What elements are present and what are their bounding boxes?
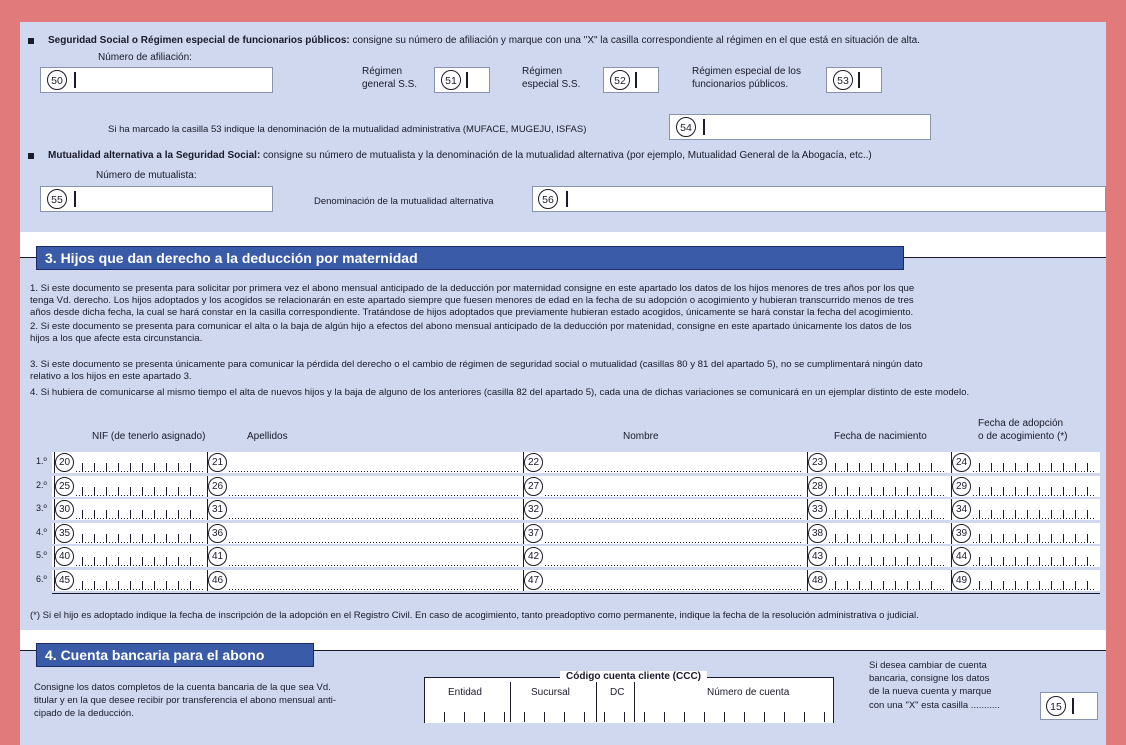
box-31-icon: 31 [208, 500, 227, 519]
digit-ticks [979, 463, 1092, 471]
cambio-cuenta-2: bancaria, consigne los datos [869, 673, 990, 684]
section-3-p1a: 1. Si este documento se presenta para solicitar por primera vez el abono mensual anticipado de la deducción por maternidad consigne en este apartado los datos de los hijos menores de tres años por los que [30, 283, 915, 294]
section-3-p2b: hijos a los que afecte esta circunstancia. [30, 333, 203, 344]
section-4-desc-3: cipado de la deducción. [34, 708, 134, 719]
digit-ticks [979, 581, 1092, 589]
box-48-icon: 48 [808, 571, 827, 590]
cell-apellidos[interactable] [207, 570, 521, 591]
digit-ticks [835, 487, 942, 495]
digit-ticks [835, 510, 942, 518]
dotted-baseline [973, 471, 1096, 472]
section-3-footnote: (*) Si el hijo es adoptado indique la fecha de inscripción de la adopción en el Registro Civil. En caso de acogimiento, tanto preadoptivo como permanente, indique la fecha de la resolución administrativa o judicial. [30, 610, 919, 621]
regimen-especial-label-2: especial S.S. [522, 79, 581, 90]
box-27-icon: 27 [524, 477, 543, 496]
dotted-baseline [829, 589, 946, 590]
dotted-baseline [973, 542, 1096, 543]
col-nacimiento-header: Fecha de nacimiento [834, 431, 927, 442]
digit-ticks [835, 557, 942, 565]
section-4-desc-2: titular y en la que desee recibir por transferencia el abono mensual anti- [34, 695, 337, 706]
digit-ticks [82, 581, 200, 589]
digit-ticks [835, 534, 942, 542]
col-nombre-header: Nombre [623, 431, 659, 442]
box-32-icon: 32 [524, 500, 543, 519]
col-adopcion-header-1: Fecha de adopción [978, 418, 1064, 429]
box-45-icon: 45 [55, 571, 74, 590]
field-cursor [466, 72, 468, 88]
cell-nombre[interactable] [523, 523, 805, 544]
section-3-p3b: relativo a los hijos en este apartado 3. [30, 371, 192, 382]
regimen-especial-label-1: Régimen [522, 66, 563, 77]
dotted-baseline [829, 542, 946, 543]
box-43-icon: 43 [808, 547, 827, 566]
section-3-p1c: años desde dicha fecha, la cual se hará constar en la casilla correspondiente. Tratándose de hijos adoptados que previamente hubieran estado acogidos, únicamente se hará constar la fecha del acogimiento. [30, 307, 914, 318]
dotted-baseline [545, 589, 802, 590]
afiliacion-label: Número de afiliación: [98, 52, 192, 63]
dotted-baseline [76, 565, 204, 566]
box-23-icon: 23 [808, 453, 827, 472]
box-22-icon: 22 [524, 453, 543, 472]
field-cursor [566, 191, 568, 207]
dotted-baseline [76, 518, 204, 519]
digit-ticks [82, 510, 200, 518]
digit-ticks [82, 557, 200, 565]
box-35-icon: 35 [55, 524, 74, 543]
col-nif-header: NIF (de tenerlo asignado) [92, 431, 206, 442]
cell-apellidos[interactable] [207, 546, 521, 567]
ccc-digit-ticks[interactable] [424, 712, 834, 722]
dotted-baseline [829, 471, 946, 472]
box-37-icon: 37 [524, 524, 543, 543]
field-cursor [74, 191, 76, 207]
box-46-icon: 46 [208, 571, 227, 590]
box-51-icon: 51 [441, 70, 461, 90]
section-3-p1b: tenga Vd. derecho. Los hijos adoptados y los acogidos se relacionarán en este apartado siempre que fuesen menores de edad en la fecha de su adopción o acogimiento y hubieran transcurrido menos de tres [30, 295, 914, 306]
ccc-title: Código cuenta cliente (CCC) [560, 671, 707, 683]
ccc-sucursal-label: Sucursal [531, 687, 570, 698]
field-cursor [1072, 698, 1074, 714]
section-3-p3a: 3. Si este documento se presenta únicamente para comunicar la pérdida del derecho o el cambio de régimen de seguridad social o mutualidad (casillas 80 y 81 del apartado 5), no se cumplimentará ningún dato [30, 359, 923, 370]
dotted-baseline [229, 518, 518, 519]
box-20-icon: 20 [55, 453, 74, 472]
box-44-icon: 44 [952, 547, 971, 566]
box-41-icon: 41 [208, 547, 227, 566]
row-number-label: 1.º [36, 456, 47, 466]
dotted-baseline [829, 518, 946, 519]
section-4-title: 4. Cuenta bancaria para el abono [36, 643, 314, 667]
mutualidad-admin-field[interactable] [669, 114, 931, 140]
section-3-title: 3. Hijos que dan derecho a la deducción por maternidad [36, 246, 904, 270]
dotted-baseline [76, 471, 204, 472]
dotted-baseline [76, 495, 204, 496]
field-cursor [74, 72, 76, 88]
box-29-icon: 29 [952, 477, 971, 496]
box-47-icon: 47 [524, 571, 543, 590]
regimen-general-label-2: general S.S. [362, 79, 418, 90]
row-number-label: 3.º [36, 503, 47, 513]
dotted-baseline [973, 518, 1096, 519]
row-number-label: 2.º [36, 480, 47, 490]
dotted-baseline [545, 565, 802, 566]
box-42-icon: 42 [524, 547, 543, 566]
dotted-baseline [829, 565, 946, 566]
box-33-icon: 33 [808, 500, 827, 519]
cell-nombre[interactable] [523, 476, 805, 497]
box-28-icon: 28 [808, 477, 827, 496]
digit-ticks [979, 534, 1092, 542]
denominacion-label: Denominación de la mutualidad alternativa [314, 196, 494, 207]
dotted-baseline [829, 495, 946, 496]
section-4-desc-1: Consigne los datos completos de la cuenta bancaria de la que sea Vd. [34, 682, 331, 693]
section-3-p2a: 2. Si este documento se presenta para comunicar el alta o la baja de algún hijo a efectos del abono mensual anticipado de la deducción por matenidad, consigne en este apartado únicamente los datos de los [30, 321, 912, 332]
funcionarios-label-1: Régimen especial de los [692, 66, 801, 77]
digit-ticks [979, 557, 1092, 565]
cell-apellidos[interactable] [207, 499, 521, 520]
cell-apellidos[interactable] [207, 523, 521, 544]
bullet-icon [28, 38, 34, 44]
ccc-numero-label: Número de cuenta [707, 687, 790, 698]
bullet-icon [28, 153, 34, 159]
mutualidad-heading: Mutualidad alternativa a la Seguridad Social: consigne su número de mutualista y la denominación de la mutualidad alternativa (por ejemplo, Mutualidad General de la Abogacía, etc..) [48, 150, 872, 161]
cell-nombre[interactable] [523, 546, 805, 567]
regimen-general-label-1: Régimen [362, 66, 403, 77]
box-50-icon: 50 [47, 70, 67, 90]
box-55-icon: 55 [47, 189, 67, 209]
cell-nombre[interactable] [523, 570, 805, 591]
box-15-icon: 15 [1046, 696, 1066, 716]
box-26-icon: 26 [208, 477, 227, 496]
field-cursor [635, 72, 637, 88]
ccc-entidad-label: Entidad [448, 687, 482, 698]
digit-ticks [82, 463, 200, 471]
cambio-cuenta-3: de la nueva cuenta y marque [869, 686, 992, 697]
digit-ticks [82, 534, 200, 542]
cambio-cuenta-1: Si desea cambiar de cuenta [869, 660, 987, 671]
box-53-icon: 53 [833, 70, 853, 90]
section-3-p4: 4. Si hubiera de comunicarse al mismo tiempo el alta de nuevos hijos y la baja de alguno de los anteriores (casilla 82 del apartado 5), cada una de dichas variaciones se comunicará en un ejemplar distinto de este modelo. [30, 387, 970, 398]
cell-nombre[interactable] [523, 499, 805, 520]
funcionarios-label-2: funcionarios públicos. [692, 79, 789, 90]
box-54-icon: 54 [676, 117, 696, 137]
dotted-baseline [545, 518, 802, 519]
dotted-baseline [973, 565, 1096, 566]
box-30-icon: 30 [55, 500, 74, 519]
digit-ticks [979, 487, 1092, 495]
dotted-baseline [973, 495, 1096, 496]
box-38-icon: 38 [808, 524, 827, 543]
box-21-icon: 21 [208, 453, 227, 472]
col-adopcion-header-2: o de acogimiento (*) [978, 431, 1068, 442]
mutualidad-admin-note: Si ha marcado la casilla 53 indique la denominación de la mutualidad administrativa (MUFACE, MUGEJU, ISFAS) [108, 124, 587, 135]
box-49-icon: 49 [952, 571, 971, 590]
dotted-baseline [229, 542, 518, 543]
cell-apellidos[interactable] [207, 452, 521, 473]
table-bottom-line [52, 593, 1100, 594]
digit-ticks [82, 487, 200, 495]
cambio-cuenta-4: con una "X" esta casilla ........... [869, 700, 1000, 711]
row-number-label: 4.º [36, 527, 47, 537]
box-39-icon: 39 [952, 524, 971, 543]
dotted-baseline [545, 495, 802, 496]
field-cursor [858, 72, 860, 88]
digit-ticks [979, 510, 1092, 518]
dotted-baseline [229, 589, 518, 590]
digit-ticks [835, 581, 942, 589]
dotted-baseline [229, 471, 518, 472]
mutualista-label: Número de mutualista: [96, 170, 197, 181]
row-number-label: 6.º [36, 574, 47, 584]
dotted-baseline [76, 589, 204, 590]
box-34-icon: 34 [952, 500, 971, 519]
ss-heading: Seguridad Social o Régimen especial de funcionarios públicos: consigne su número de afiliación y marque con una "X" la casilla correspondiente al régimen en el que está en situación de alta. [48, 35, 920, 46]
box-36-icon: 36 [208, 524, 227, 543]
col-apellidos-header: Apellidos [247, 431, 288, 442]
dotted-baseline [973, 589, 1096, 590]
box-25-icon: 25 [55, 477, 74, 496]
row-number-label: 5.º [36, 550, 47, 560]
dotted-baseline [545, 542, 802, 543]
dotted-baseline [229, 495, 518, 496]
dotted-baseline [229, 565, 518, 566]
field-cursor [703, 119, 705, 135]
cell-apellidos[interactable] [207, 476, 521, 497]
dotted-baseline [76, 542, 204, 543]
digit-ticks [835, 463, 942, 471]
cell-nombre[interactable] [523, 452, 805, 473]
box-56-icon: 56 [538, 189, 558, 209]
box-24-icon: 24 [952, 453, 971, 472]
denominacion-field[interactable] [532, 186, 1106, 212]
ccc-dc-label: DC [610, 687, 625, 698]
dotted-baseline [545, 471, 802, 472]
box-52-icon: 52 [610, 70, 630, 90]
box-40-icon: 40 [55, 547, 74, 566]
